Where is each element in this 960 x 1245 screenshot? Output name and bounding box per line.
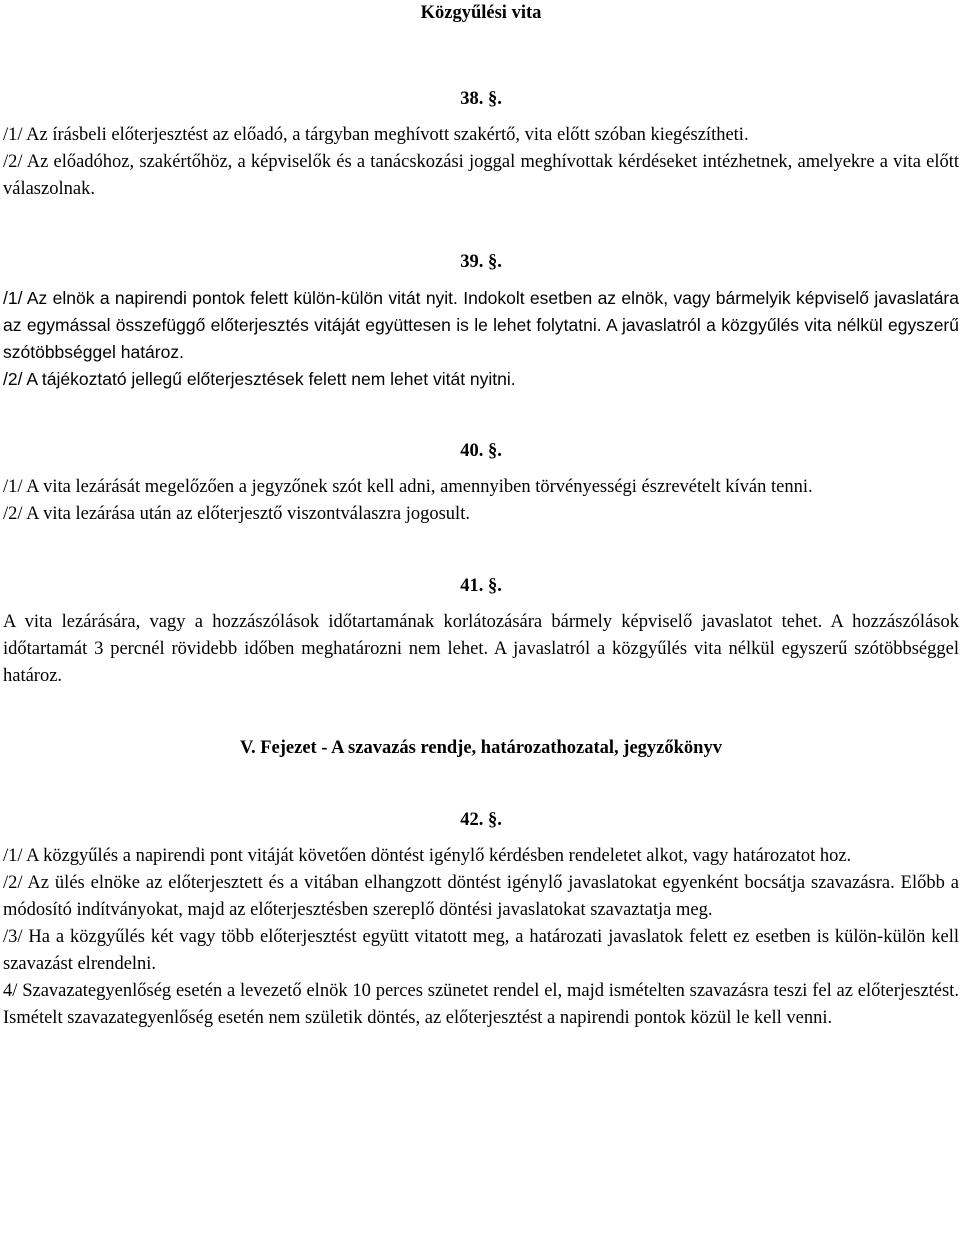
spacer bbox=[3, 690, 959, 735]
section-42-paragraph-3: /3/ Ha a közgyűlés két vagy több előterjesztést együtt vitatott meg, a határozati javaslatok felett ez esetben is külön-külön kell szavazást elrendelni. bbox=[3, 927, 959, 974]
section-40-paragraph-1: /1/ A vita lezárását megelőzően a jegyzőnek szót kell adni, amennyiben törvényességi észrevételt kíván tenni. bbox=[3, 477, 813, 497]
spacer bbox=[3, 27, 959, 86]
spacer bbox=[3, 834, 959, 843]
section-42-paragraph-2: /2/ Az ülés elnöke az előterjesztett és a vitában elhangzott döntést igénylő javaslatokat egyenként bocsátja szavazásra. Előbb a módosító indítványokat, majd az előterjesztésben szereplő döntési javaslatokat szavaztatja meg. bbox=[3, 873, 959, 920]
section-38-paragraph-1: /1/ Az írásbeli előterjesztést az előadó, a tárgyban meghívott szakértő, vita előtt szóban kiegészítheti. bbox=[3, 125, 749, 145]
spacer bbox=[3, 393, 959, 438]
chapter-heading: V. Fejezet - A szavazás rendje, határozathozatal, jegyzőkönyv bbox=[240, 738, 722, 758]
section-41-paragraph-1: A vita lezárására, vagy a hozzászólások időtartamának korlátozására bármely képviselő javaslatot tehet. A hozzászólások időtartamát 3 percnél rövidebb időben meghatározni nem lehet. A javaslatról a közgyűlés vita nélkül egyszerű szótöbbséggel határoz. bbox=[3, 612, 959, 686]
section-39-number: 39. §. bbox=[460, 252, 502, 272]
section-38-paragraph-2: /2/ Az előadóhoz, szakértőhöz, a képviselők és a tanácskozási joggal meghívottak kérdéseket intézhetnek, amelyekre a vita előtt válaszolnak. bbox=[3, 152, 959, 199]
spacer bbox=[3, 528, 959, 573]
section-42-paragraph-1: /1/ A közgyűlés a napirendi pont vitáját követően döntést igénylő kérdésben rendeletet alkot, vagy határozatot hoz. bbox=[3, 846, 852, 866]
section-42-paragraph-4: 4/ Szavazategyenlőség esetén a levezető elnök 10 perces szünetet rendel el, majd ismételten szavazásra teszi fel az előterjesztést. Ismételt szavazategyenlőség esetén nem születik döntés, az előterjesztést a napirendi pontok közül le kell venni. bbox=[3, 981, 959, 1028]
spacer bbox=[3, 113, 959, 122]
section-41-number: 41. §. bbox=[460, 576, 502, 596]
spacer bbox=[3, 762, 959, 807]
spacer bbox=[3, 276, 959, 285]
spacer bbox=[3, 465, 959, 474]
document-title: Közgyűlési vita bbox=[420, 3, 542, 23]
document-page bbox=[3, 0, 959, 1032]
section-38-number: 38. §. bbox=[460, 89, 502, 109]
section-39-paragraph-2: /2/ A tájékoztató jellegű előterjesztések felett nem lehet vitát nyitni. bbox=[3, 369, 516, 389]
section-39-paragraph-1: /1/ Az elnök a napirendi pontok felett külön-külön vitát nyit. Indokolt esetben az elnök, vagy bármelyik képviselő javaslatára az egymással összefüggő előterjesztés vitáját együttesen is le lehet folytatni. A javaslatról a közgyűlés vita nélkül egyszerű szótöbbséggel határoz. bbox=[3, 288, 959, 362]
section-40-number: 40. §. bbox=[460, 441, 502, 461]
spacer bbox=[3, 600, 959, 609]
section-42-number: 42. §. bbox=[460, 810, 502, 830]
section-40-paragraph-2: /2/ A vita lezárása után az előterjesztő viszontválaszra jogosult. bbox=[3, 504, 470, 524]
spacer bbox=[3, 203, 959, 249]
